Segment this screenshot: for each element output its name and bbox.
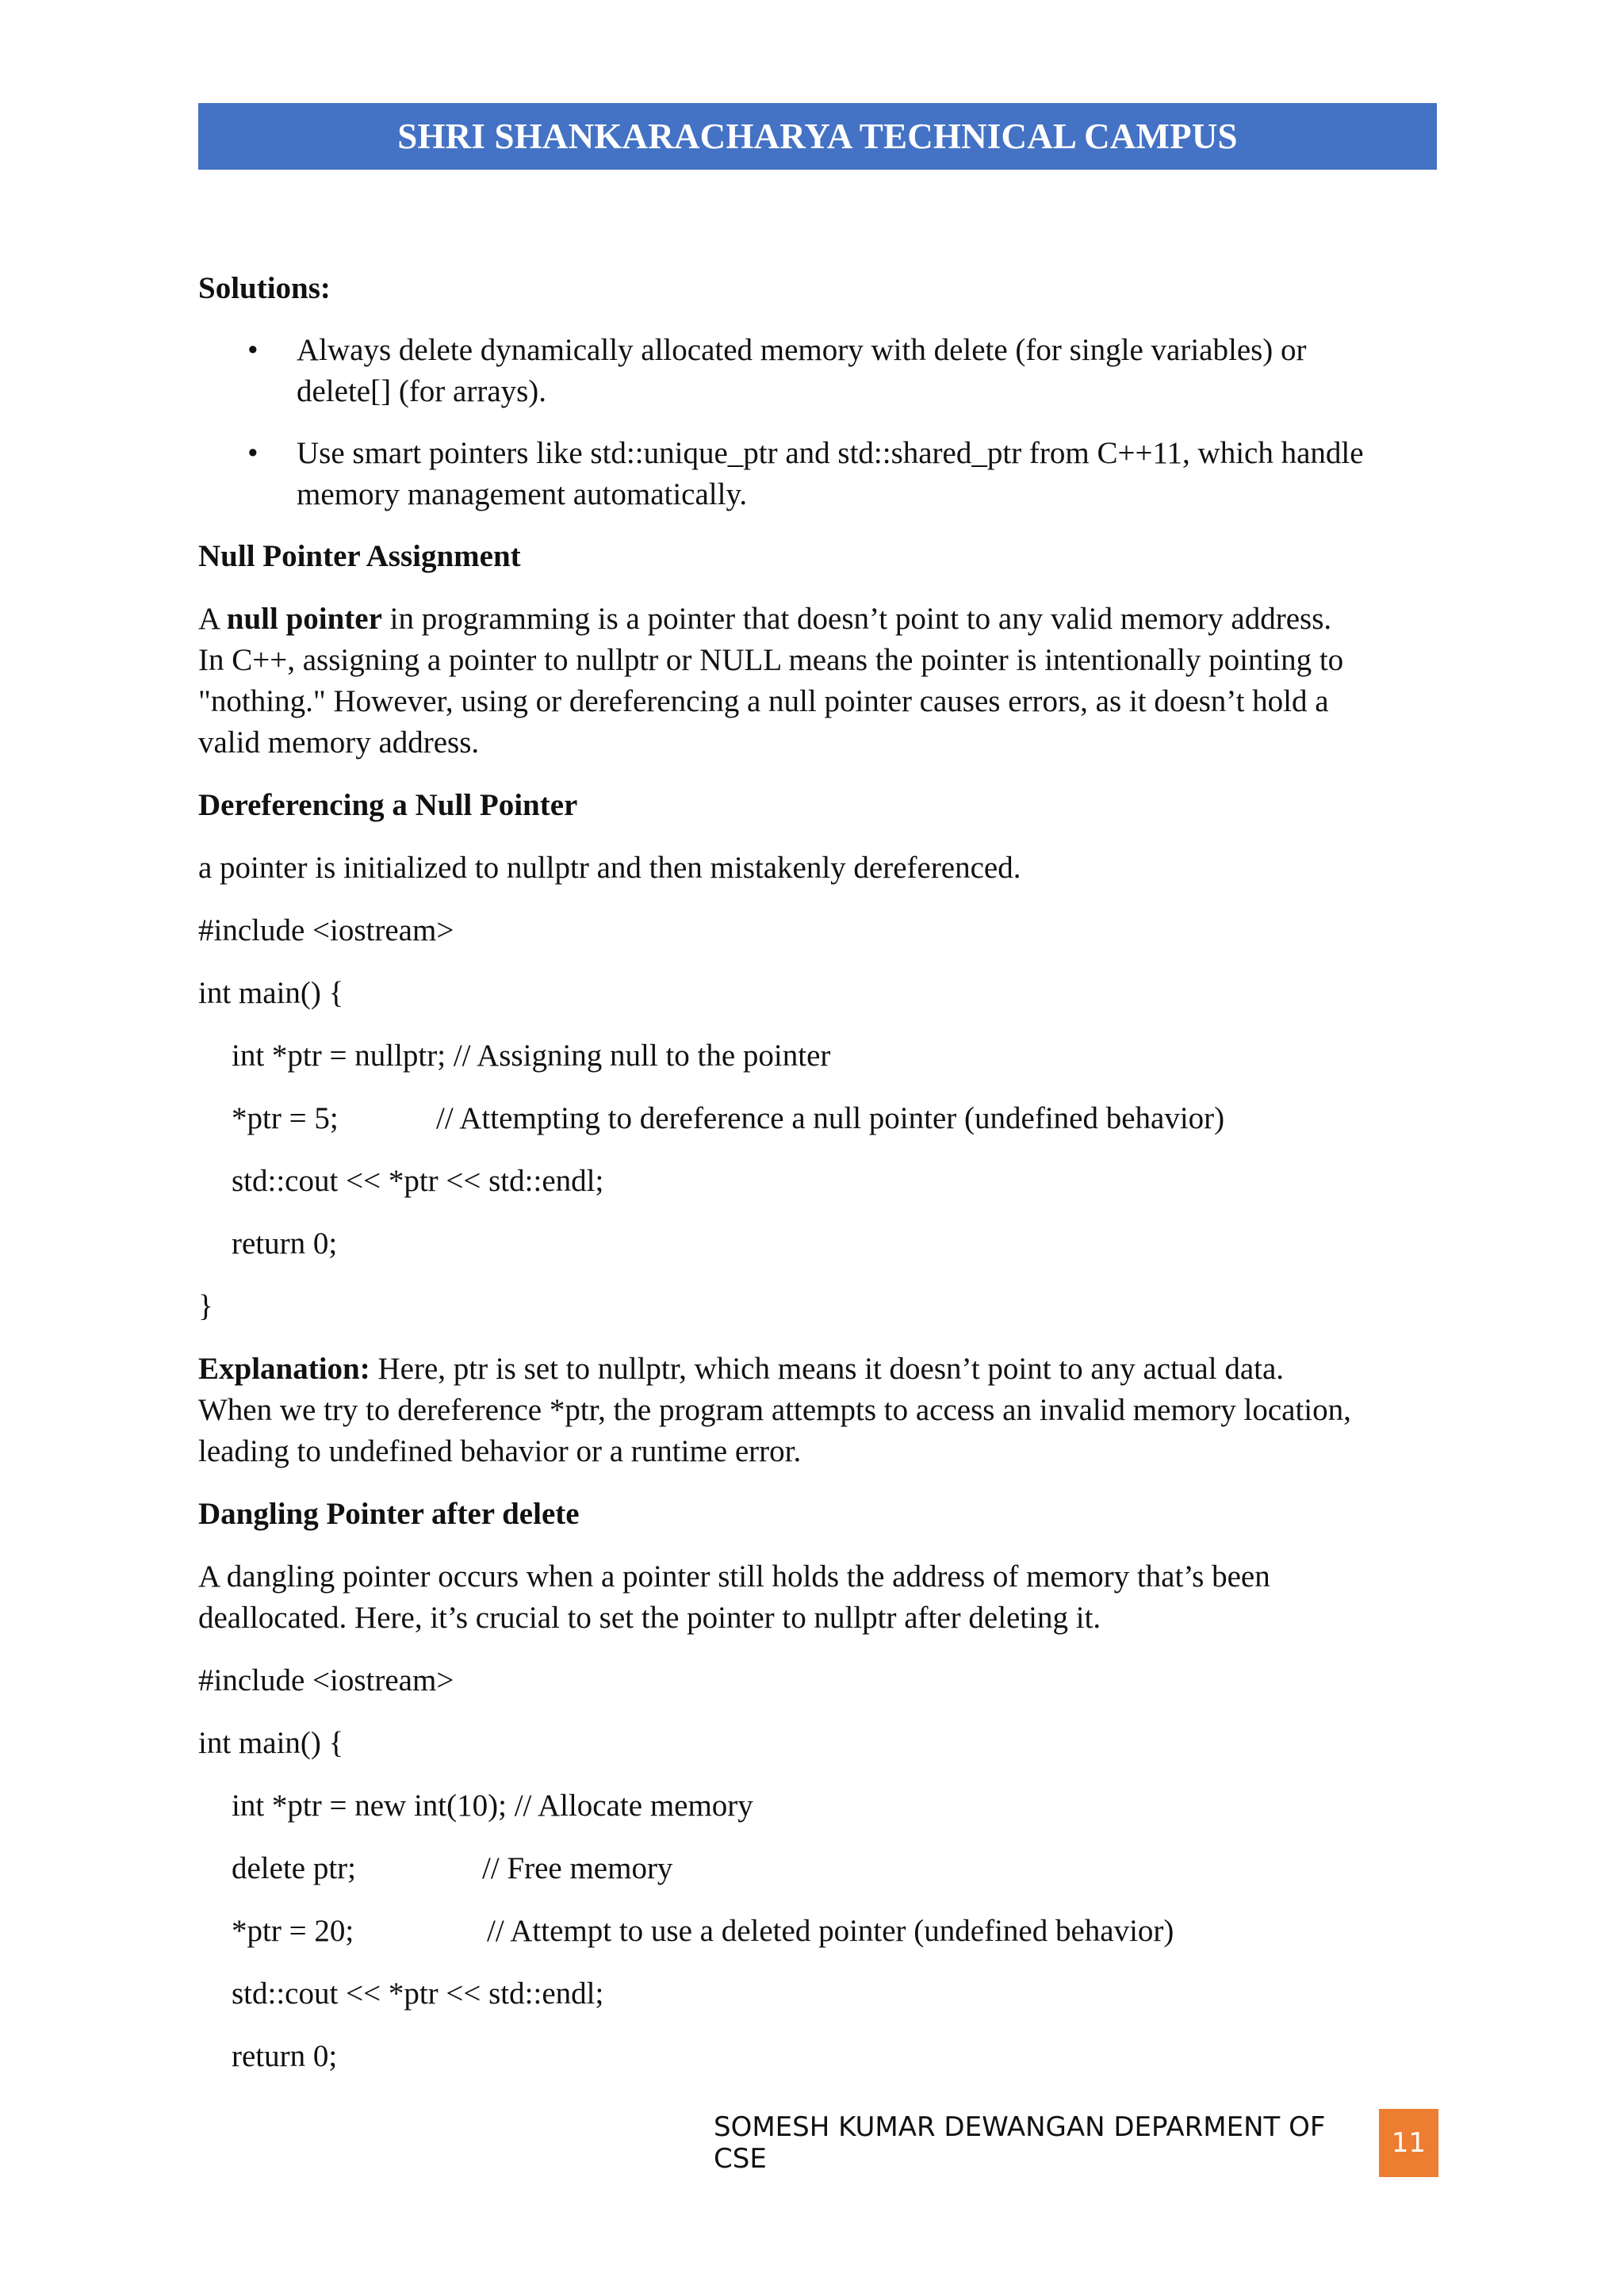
explanation-label: Explanation: [198, 1352, 370, 1386]
text-line: When we try to dereference *ptr, the program attempts to access an invalid memory location, [198, 1393, 1351, 1427]
bullet-line: Use smart pointers like std::unique_ptr and std::shared_ptr from C++11, which handle [297, 436, 1364, 470]
code-line [198, 1911, 1437, 1952]
solutions-list [198, 330, 1437, 515]
code-block-dangling [198, 1660, 1437, 2077]
code-line: int main() { [198, 976, 344, 1010]
text-run: in programming is a pointer that doesn’t point to any valid memory address. [381, 602, 1332, 636]
text-line: valid memory address. [198, 725, 480, 760]
null-pointer-paragraph [198, 599, 1437, 763]
code-text: *ptr = 5; [232, 1101, 339, 1135]
page-footer [714, 2109, 1438, 2177]
text-run: Here, ptr is set to nullptr, which means it doesn’t point to any actual data. [370, 1352, 1285, 1386]
text-line: leading to undefined behavior or a runtime error. [198, 1434, 802, 1468]
bullet-line: delete[] (for arrays). [297, 374, 547, 408]
solutions-heading: Solutions: [198, 271, 331, 305]
list-item [198, 433, 1437, 515]
header-title: SHRI SHANKARACHARYA TECHNICAL CAMPUS [397, 117, 1238, 156]
dangling-heading: Dangling Pointer after delete [198, 1497, 580, 1531]
code-line: #include <iostream> [198, 913, 454, 947]
code-line: std::cout << *ptr << std::endl; [232, 1164, 604, 1198]
bullet-icon: • [247, 333, 259, 367]
code-line: int *ptr = nullptr; // Assigning null to the pointer [232, 1039, 831, 1073]
code-line: int main() { [198, 1726, 344, 1760]
text-line: A dangling pointer occurs when a pointer still holds the address of memory that’s been [198, 1559, 1270, 1594]
dereferencing-heading: Dereferencing a Null Pointer [198, 788, 578, 822]
page-number-badge [1379, 2109, 1438, 2177]
code-text: *ptr = 20; [232, 1914, 354, 1948]
text-line: deallocated. Here, it’s crucial to set the pointer to nullptr after deleting it. [198, 1601, 1101, 1635]
code-line: } [198, 1289, 213, 1323]
header-banner [198, 103, 1437, 170]
code-line: int *ptr = new int(10); // Allocate memory [232, 1789, 753, 1823]
text-line: "nothing." However, using or dereferencing a null pointer causes errors, as it doesn’t hold a [198, 684, 1329, 718]
explanation-paragraph [198, 1349, 1437, 1472]
list-item [198, 330, 1437, 412]
code-line: std::cout << *ptr << std::endl; [232, 1976, 604, 2011]
code-line: return 0; [232, 1226, 338, 1261]
bullet-line: memory management automatically. [297, 477, 748, 511]
null-pointer-heading: Null Pointer Assignment [198, 539, 521, 573]
footer-author: SOMESH KUMAR DEWANGAN DEPARMENT OF CSE [714, 2111, 1326, 2175]
bold-term: null pointer [226, 602, 382, 636]
code-line: return 0; [232, 2039, 338, 2073]
page-number: 11 [1391, 2127, 1427, 2159]
bullet-line: Always delete dynamically allocated memory with delete (for single variables) or [297, 333, 1307, 367]
dangling-paragraph [198, 1556, 1437, 1639]
text-line: In C++, assigning a pointer to nullptr or NULL means the pointer is intentionally pointing to [198, 643, 1344, 677]
code-block-null [198, 910, 1437, 1327]
bullet-icon: • [247, 436, 259, 470]
code-line [198, 1098, 1437, 1139]
text-run: A [198, 602, 227, 636]
code-comment: // Attempt to use a deleted pointer (undefined behavior) [487, 1914, 1174, 1948]
code-line [198, 1848, 1437, 1889]
dereferencing-intro: a pointer is initialized to nullptr and then mistakenly dereferenced. [198, 851, 1021, 885]
code-text: delete ptr; [232, 1851, 357, 1885]
page-content [198, 268, 1437, 2077]
code-comment: // Attempting to dereference a null pointer (undefined behavior) [436, 1101, 1225, 1135]
code-comment: // Free memory [482, 1851, 673, 1885]
code-line: #include <iostream> [198, 1663, 454, 1697]
